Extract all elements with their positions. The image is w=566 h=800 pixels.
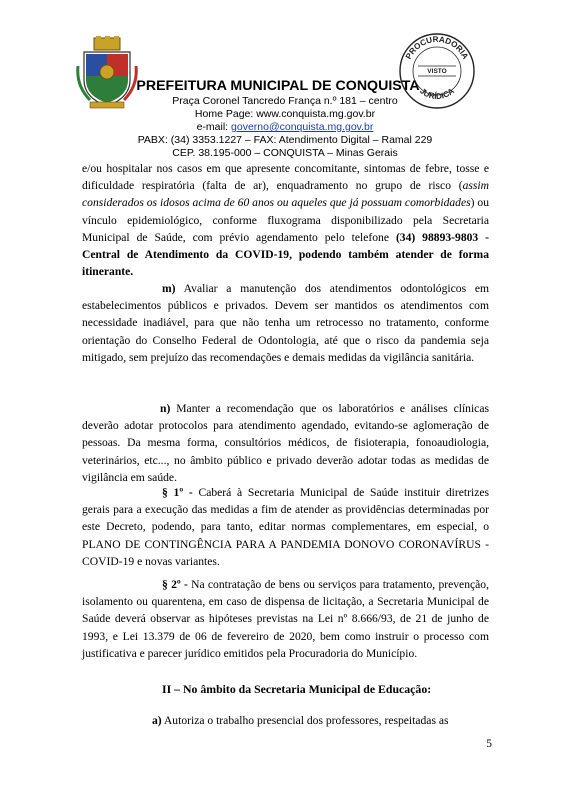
- item-a-label: a): [152, 714, 162, 727]
- paragraph-1-text: Caberá à Secretaria Municipal de Saúde instituir diretrizes gerais para a execução das medidas a fim de atender as providências determinadas por este Decreto, podendo, para tanto, editar normas complementares, em especial, o PLANO DE CONTINGÊNCIA PARA A PANDEMIA DONOVO CORONAVÍRUS - COVID-19 e novas variantes.: [82, 486, 489, 568]
- paragraph-1: [82, 484, 489, 570]
- item-m-text: Avaliar a manutenção dos atendimentos odontológicos em estabelecimentos públicos e privados. Devem ser mantidos os atendimentos com necessidade inadiável, para que não tenha um retrocesso no tratamento, conforme orientação do Conselho Federal de Odontologia, até que o risco da pandemia seja mitigado, sem prejuízo das recomendações e demais medidas da vigilância sanitária.: [82, 282, 489, 364]
- header-phones: PABX: (34) 3353.1227 – FAX: Atendimento Digital – Ramal 229: [137, 134, 433, 146]
- paragraph-1-label: § 1º -: [162, 486, 199, 499]
- header-title: PREFEITURA MUNICIPAL DE CONQUISTA: [136, 78, 420, 94]
- svg-text:PROCURADORIA: [404, 35, 470, 61]
- header-homepage: Home Page: www.conquista.mg.gov.br: [194, 108, 376, 120]
- header-cep: CEP. 38.195-000 – CONQUISTA – Minas Gerais: [172, 147, 398, 159]
- item-m: [82, 280, 489, 366]
- paragraph-2-label: § 2º -: [162, 578, 192, 591]
- municipal-coat-of-arms: [76, 36, 138, 110]
- legal-review-stamp: [398, 32, 476, 110]
- page-number: 5: [486, 738, 492, 750]
- p1-bold-phone: (34) 98893-9803 - Central de Atendimento da COVID-19, podendo também atender de forma itinerante.: [82, 230, 489, 279]
- paragraph-2: [82, 576, 489, 662]
- item-n-label: n): [160, 402, 171, 415]
- stamp-bottom-text: JURÍDICA: [418, 86, 456, 102]
- item-a: [82, 712, 489, 729]
- email-label: e-mail:: [196, 121, 232, 133]
- item-n: [82, 400, 489, 486]
- item-n-text: Manter a recomendação que os laboratórios e análises clínicas deverão adotar protocolos para atendimento agendado, evitando-se aglomeração de pessoas. Da mesma forma, consultórios médicos, de fisioterapia, fonoaudiologia, veterinários, etc..., no âmbito público e privado deverão adotar todas as medidas de vigilância em saúde.: [82, 402, 489, 484]
- item-a-text: Autoriza o trabalho presencial dos professores, respeitadas as: [161, 714, 449, 727]
- email-link[interactable]: governo@conquista.mg.gov.br: [231, 121, 374, 133]
- paragraph-continuation: [82, 160, 489, 280]
- paragraph-2-text: Na contratação de bens ou serviços para tratamento, prevenção, isolamento ou quarentena, em caso de dispensa de licitação, a Secretaria Municipal de Saúde deverá observar as hipóteses previstas na Lei nº 8.666/93, de 21 de junho de 1993, e Lei 13.379 de 06 de fevereiro de 2020, bem como instruir o processo com justificativa e parecer jurídico emitidos pela Procuradoria do Município.: [82, 578, 489, 660]
- section-heading: II – No âmbito da Secretaria Municipal de Educação:: [162, 682, 432, 696]
- p1-text-b: ) ou vínculo epidemiológico, conforme fluxograma disponibilizado pela Secretaria Municipal de Saúde, com prévio agendamento pelo telefone: [82, 196, 489, 244]
- svg-text:JURÍDICA: [418, 86, 456, 101]
- p1-italic-text: assim considerados os idosos acima de 60 anos ou aqueles que já possuam comorbidades: [82, 179, 489, 210]
- header-address: Praça Coronel Tancredo França n.º 181 – centro: [172, 95, 398, 107]
- item-m-label: m): [162, 282, 176, 295]
- p1-text-a: e/ou hospitalar nos casos em que apresente concomitante, sintomas de febre, tosse e dificuldade respiratória (falta de ar), enquadramento no grupo de risco (: [82, 162, 489, 193]
- stamp-middle-text: VISTO: [427, 68, 447, 75]
- header-email: [140, 121, 430, 134]
- stamp-top-text: PROCURADORIA: [403, 34, 471, 61]
